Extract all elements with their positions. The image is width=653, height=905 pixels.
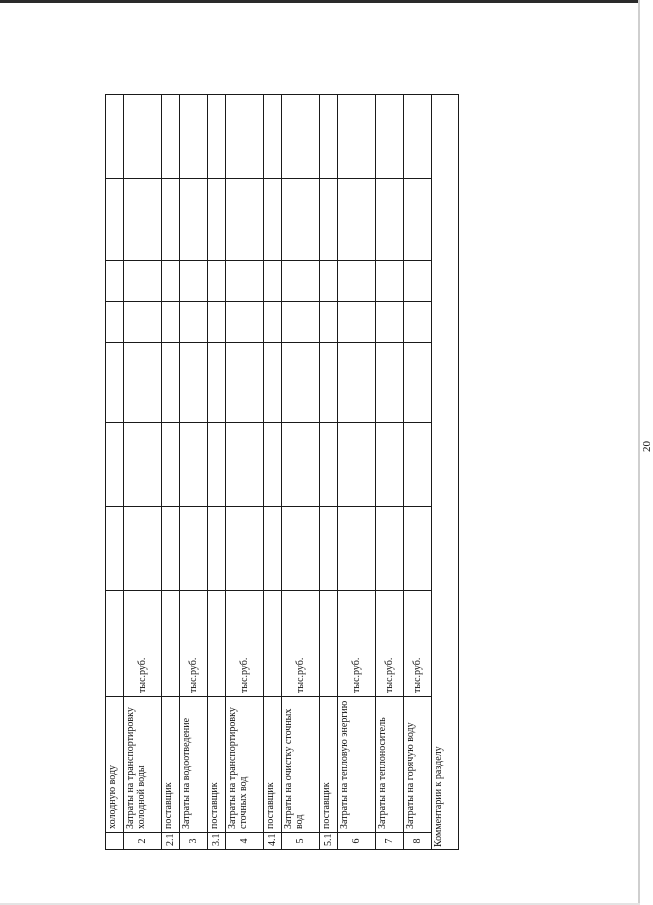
value-cell (208, 95, 226, 179)
value-cell (226, 423, 264, 507)
value-cell (106, 302, 124, 343)
comment-row (432, 95, 459, 850)
cost-table (105, 94, 459, 850)
row-label: Затраты на тепловую энергию (338, 697, 376, 833)
value-cell (376, 95, 404, 179)
row-label: поставщик (208, 697, 226, 833)
row-number: 3 (180, 833, 208, 850)
value-cell (320, 95, 338, 179)
value-cell (124, 302, 162, 343)
row-label: Затраты на водоотведение (180, 697, 208, 833)
row-unit: тыс.руб. (376, 591, 404, 697)
value-cell (106, 343, 124, 423)
value-cell (106, 507, 124, 591)
value-cell (162, 302, 180, 343)
value-cell (226, 95, 264, 179)
value-cell (226, 261, 264, 302)
value-cell (320, 423, 338, 507)
value-cell (404, 95, 432, 179)
value-cell (282, 179, 320, 261)
row-unit (264, 591, 282, 697)
row-number (106, 833, 124, 850)
value-cell (124, 343, 162, 423)
comment-label: Комментарии к разделу (432, 95, 459, 850)
value-cell (338, 507, 376, 591)
value-cell (338, 179, 376, 261)
value-cell (338, 302, 376, 343)
row-number: 4.1 (264, 833, 282, 850)
value-cell (180, 507, 208, 591)
value-cell (376, 302, 404, 343)
value-cell (226, 179, 264, 261)
value-cell (180, 343, 208, 423)
value-cell (106, 95, 124, 179)
row-unit (106, 591, 124, 697)
value-cell (404, 302, 432, 343)
row-unit: тыс.руб. (282, 591, 320, 697)
value-cell (376, 343, 404, 423)
table-row (124, 95, 162, 850)
row-unit: тыс.руб. (404, 591, 432, 697)
row-label: Затраты на очистку сточных вод (282, 697, 320, 833)
value-cell (162, 95, 180, 179)
value-cell (264, 95, 282, 179)
value-cell (404, 507, 432, 591)
value-cell (226, 302, 264, 343)
table-row (162, 95, 180, 850)
value-cell (124, 507, 162, 591)
value-cell (338, 423, 376, 507)
value-cell (106, 261, 124, 302)
value-cell (180, 179, 208, 261)
row-unit: тыс.руб. (180, 591, 208, 697)
row-number: 6 (338, 833, 376, 850)
value-cell (404, 423, 432, 507)
row-unit: тыс.руб. (226, 591, 264, 697)
row-label: Затраты на транспортировку холодной воды (124, 697, 162, 833)
scan-edge-right (638, 0, 640, 905)
value-cell (106, 179, 124, 261)
rotated-table-container (105, 95, 444, 850)
value-cell (338, 343, 376, 423)
row-number: 2 (124, 833, 162, 850)
value-cell (282, 261, 320, 302)
value-cell (124, 179, 162, 261)
value-cell (264, 343, 282, 423)
table-row (106, 95, 124, 850)
value-cell (320, 507, 338, 591)
row-unit: тыс.руб. (338, 591, 376, 697)
table-row (404, 95, 432, 850)
value-cell (208, 261, 226, 302)
value-cell (162, 343, 180, 423)
table-row (282, 95, 320, 850)
value-cell (264, 302, 282, 343)
value-cell (282, 507, 320, 591)
row-label: Затраты на транспортировку сточных вод (226, 697, 264, 833)
value-cell (162, 507, 180, 591)
value-cell (338, 95, 376, 179)
value-cell (264, 261, 282, 302)
table-row (180, 95, 208, 850)
value-cell (320, 302, 338, 343)
value-cell (376, 507, 404, 591)
value-cell (376, 261, 404, 302)
value-cell (338, 261, 376, 302)
value-cell (180, 302, 208, 343)
value-cell (124, 261, 162, 302)
value-cell (264, 179, 282, 261)
value-cell (404, 179, 432, 261)
value-cell (162, 423, 180, 507)
value-cell (106, 423, 124, 507)
value-cell (282, 423, 320, 507)
row-unit (320, 591, 338, 697)
row-number: 3.1 (208, 833, 226, 850)
value-cell (404, 343, 432, 423)
row-unit (162, 591, 180, 697)
row-label: поставщик (162, 697, 180, 833)
row-label: холодную воду (106, 697, 124, 833)
value-cell (124, 423, 162, 507)
value-cell (162, 261, 180, 302)
row-number: 8 (404, 833, 432, 850)
value-cell (208, 302, 226, 343)
value-cell (264, 507, 282, 591)
row-number: 7 (376, 833, 404, 850)
row-label: Затраты на теплоноситель (376, 697, 404, 833)
table-row (264, 95, 282, 850)
value-cell (320, 179, 338, 261)
value-cell (376, 423, 404, 507)
table-row (376, 95, 404, 850)
page-number: 20 (641, 441, 653, 452)
row-number: 5.1 (320, 833, 338, 850)
value-cell (124, 95, 162, 179)
row-number: 5 (282, 833, 320, 850)
value-cell (376, 179, 404, 261)
value-cell (404, 261, 432, 302)
value-cell (180, 95, 208, 179)
value-cell (264, 423, 282, 507)
value-cell (180, 423, 208, 507)
row-number: 4 (226, 833, 264, 850)
row-unit: тыс.руб. (124, 591, 162, 697)
value-cell (320, 343, 338, 423)
value-cell (320, 261, 338, 302)
table-row (226, 95, 264, 850)
table-row (208, 95, 226, 850)
table-row (320, 95, 338, 850)
value-cell (208, 179, 226, 261)
scan-edge-top (0, 0, 640, 3)
row-number: 2.1 (162, 833, 180, 850)
value-cell (282, 302, 320, 343)
value-cell (180, 261, 208, 302)
row-unit (208, 591, 226, 697)
row-label: Затраты на горячую воду (404, 697, 432, 833)
value-cell (282, 343, 320, 423)
value-cell (226, 343, 264, 423)
value-cell (226, 507, 264, 591)
value-cell (208, 507, 226, 591)
row-label: поставщик (264, 697, 282, 833)
value-cell (208, 423, 226, 507)
table-row (338, 95, 376, 850)
row-label: поставщик (320, 697, 338, 833)
value-cell (208, 343, 226, 423)
value-cell (282, 95, 320, 179)
value-cell (162, 179, 180, 261)
